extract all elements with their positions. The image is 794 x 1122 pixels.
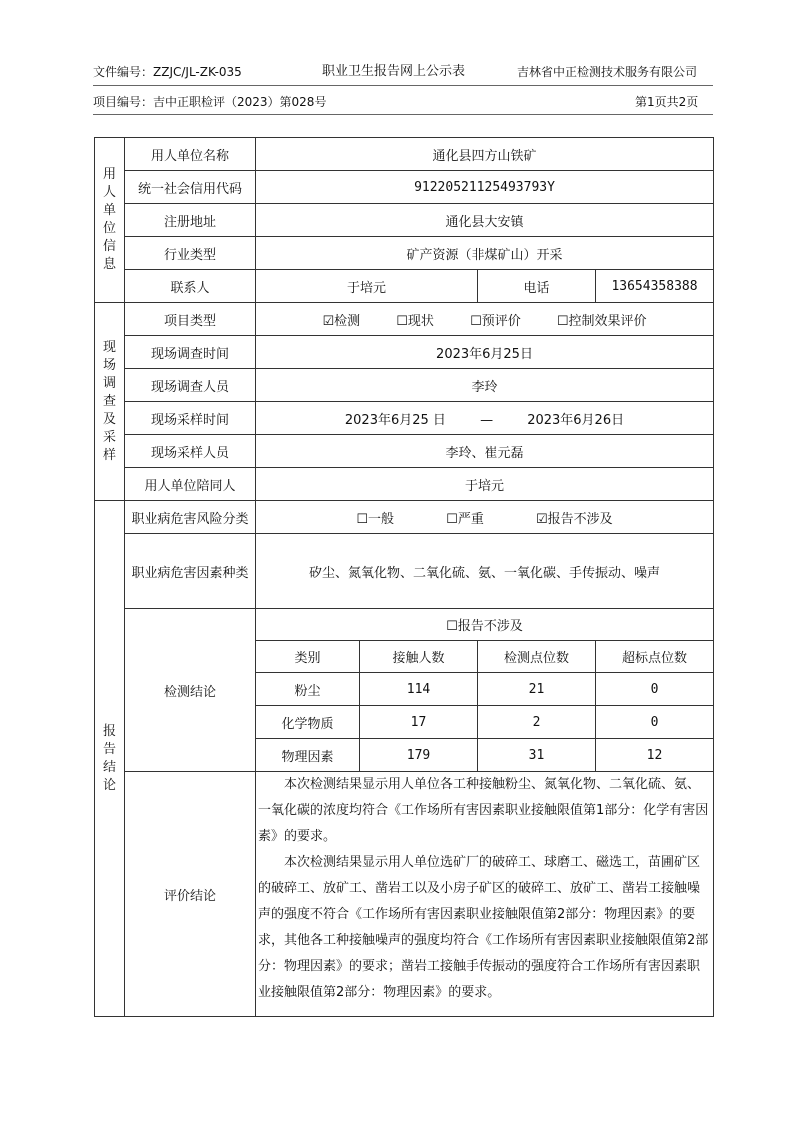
table-cell: 粉尘 — [256, 673, 360, 706]
checkbox-status[interactable]: ☐现状 — [396, 313, 434, 329]
detection-not-involved[interactable]: ☐报告不涉及 — [256, 609, 714, 641]
address: 通化县大安镇 — [256, 204, 714, 237]
survey-time: 2023年6月25日 — [256, 336, 714, 369]
address-label: 注册地址 — [125, 204, 256, 237]
detection-conclusion-label: 检测结论 — [125, 609, 256, 772]
header-exceed-count: 超标点位数 — [596, 641, 714, 673]
evaluation-conclusion-label: 评价结论 — [125, 772, 256, 1017]
checkbox-serious[interactable]: ☐严重 — [446, 511, 484, 527]
section-survey-sampling: 现 场 调 查 及 采 样 — [95, 303, 125, 501]
table-cell: 114 — [360, 673, 478, 706]
employer-name: 通化县四方山铁矿 — [256, 138, 714, 171]
company-name: 吉林省中正检测技术服务有限公司 — [517, 65, 698, 79]
header-divider-2 — [93, 114, 713, 115]
checkbox-detection[interactable]: ☑检测 — [322, 313, 361, 329]
table-cell: 化学物质 — [256, 706, 360, 739]
header-divider — [93, 85, 713, 86]
sampling-start: 2023年6月25 日 — [344, 412, 446, 428]
phone-label: 电话 — [478, 270, 596, 303]
risk-category-options — [256, 501, 714, 534]
credit-code: 91220521125493793Y — [256, 171, 714, 204]
header-exposed-count: 接触人数 — [360, 641, 478, 673]
checkbox-general[interactable]: ☐一般 — [356, 511, 395, 527]
checkbox-control-effect[interactable]: ☐控制效果评价 — [556, 313, 647, 329]
evaluation-conclusion — [256, 772, 714, 1017]
credit-code-label: 统一社会信用代码 — [125, 171, 256, 204]
table-cell: 12 — [596, 739, 714, 772]
table-cell: 0 — [596, 673, 714, 706]
surveyor: 李玲 — [256, 369, 714, 402]
section-report-conclusion: 报 告 结 论 — [95, 501, 125, 1017]
file-number: 文件编号：ZZJC/JL-ZK-035 — [93, 65, 242, 79]
table-cell: 2 — [478, 706, 596, 739]
industry: 矿产资源（非煤矿山）开采 — [256, 237, 714, 270]
table-cell: 179 — [360, 739, 478, 772]
evaluation-paragraph-2: 本次检测结果显示用人单位选矿厂的破碎工、球磨工、磁选工，苗圃矿区的破碎工、放矿工、凿岩工以及小房子矿区的破碎工、放矿工、凿岩工接触噪声的强度不符合《工作场所有害因素职业接触限值第2部分：物理因素》的要求，其他各工种接触噪声的强度均符合《工作场所有害因素职业接触限值第2部分：物理因素》的要求；凿岩工接触手传振动的强度符合工作场所有害因素职业接触限值第2部分：物理因素》的要求。 — [258, 855, 709, 1000]
hazard-factors-label: 职业病危害因素种类 — [125, 534, 256, 609]
table-cell: 31 — [478, 739, 596, 772]
header-point-count: 检测点位数 — [478, 641, 596, 673]
phone-number: 13654358388 — [596, 270, 714, 303]
survey-time-label: 现场调查时间 — [125, 336, 256, 369]
sampling-time — [256, 402, 714, 435]
sampler: 李玲、崔元磊 — [256, 435, 714, 468]
sampler-label: 现场采样人员 — [125, 435, 256, 468]
surveyor-label: 现场调查人员 — [125, 369, 256, 402]
table-cell: 17 — [360, 706, 478, 739]
checkbox-pre-evaluation[interactable]: ☐预评价 — [470, 313, 521, 329]
sampling-time-label: 现场采样时间 — [125, 402, 256, 435]
project-type-options — [256, 303, 714, 336]
table-cell: 物理因素 — [256, 739, 360, 772]
contact-person: 于培元 — [256, 270, 478, 303]
evaluation-paragraph-1: 本次检测结果显示用人单位各工种接触粉尘、氮氧化物、二氧化硫、氨、一氧化碳的浓度均符合《工作场所有害因素职业接触限值第1部分：化学有害因素》的要求。 — [258, 777, 709, 844]
page-indicator: 第1页共2页 — [635, 95, 699, 109]
project-number: 项目编号：吉中正职检评（2023）第028号 — [93, 95, 327, 109]
escort: 于培元 — [256, 468, 714, 501]
escort-label: 用人单位陪同人 — [125, 468, 256, 501]
sampling-end: 2023年6月26日 — [527, 412, 625, 428]
risk-category-label: 职业病危害风险分类 — [125, 501, 256, 534]
hazard-factors: 矽尘、氮氧化物、二氧化硫、氨、一氧化碳、手传振动、噪声 — [256, 534, 714, 609]
employer-name-label: 用人单位名称 — [125, 138, 256, 171]
industry-label: 行业类型 — [125, 237, 256, 270]
section-employer-info: 用 人 单 位 信 息 — [95, 138, 125, 303]
document-title: 职业卫生报告网上公示表 — [322, 64, 466, 79]
project-type-label: 项目类型 — [125, 303, 256, 336]
table-cell: 0 — [596, 706, 714, 739]
sampling-dash: — — [480, 412, 494, 428]
header-category: 类别 — [256, 641, 360, 673]
contact-label: 联系人 — [125, 270, 256, 303]
checkbox-not-involved[interactable]: ☑报告不涉及 — [535, 511, 613, 527]
disclosure-form — [94, 137, 714, 1017]
table-cell: 21 — [478, 673, 596, 706]
